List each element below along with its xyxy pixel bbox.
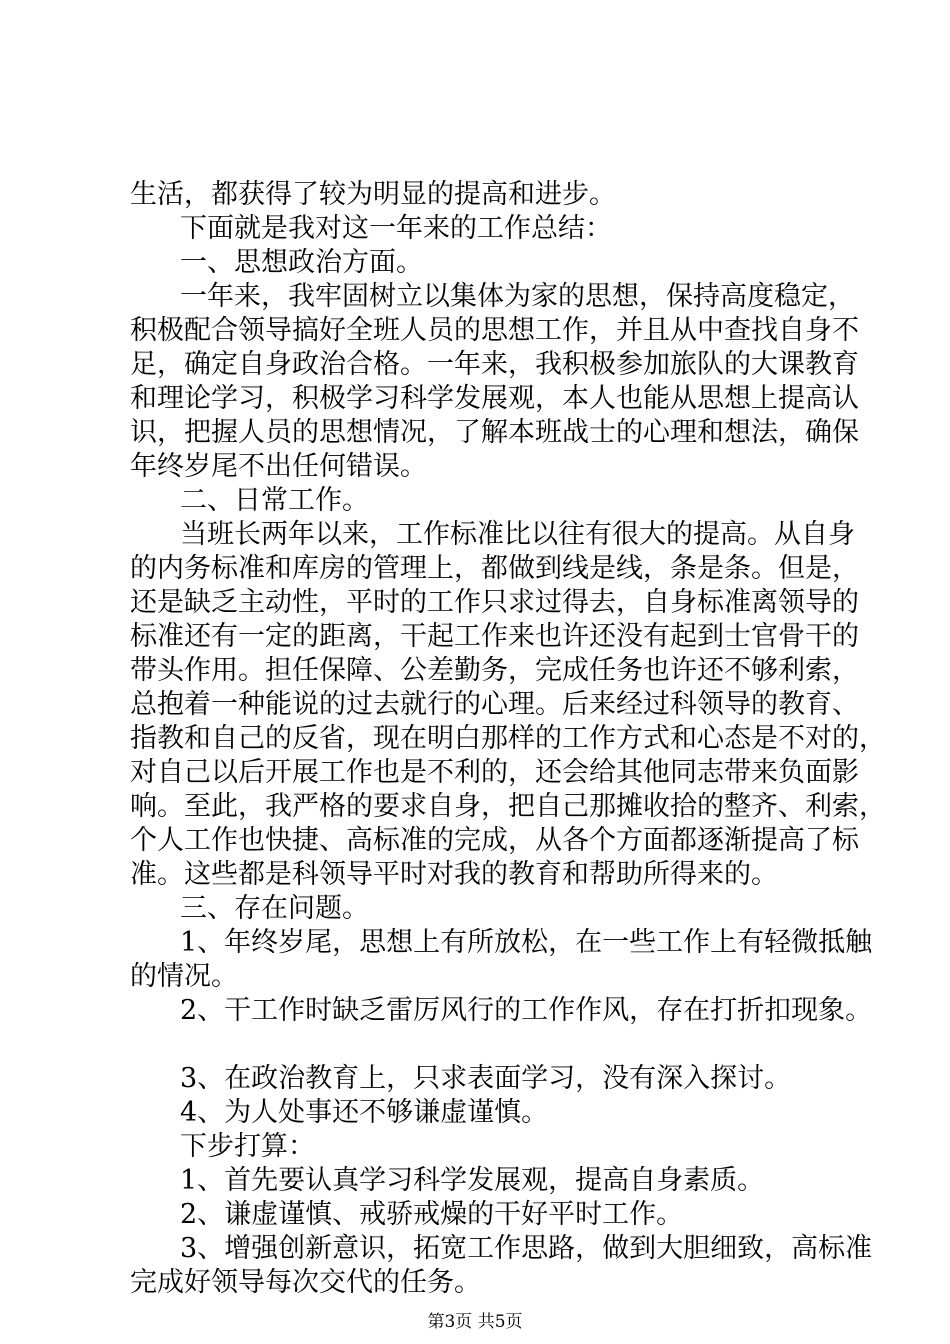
body-line: 带头作用。担任保障、公差勤务，完成任务也许还不够利索， (130, 655, 859, 686)
body-line: 生活，都获得了较为明显的提高和进步。 (130, 179, 616, 210)
list-item-continuation: 完成好领导每次交代的任务。 (130, 1267, 481, 1298)
list-item: 1、首先要认真学习科学发展观，提高自身素质。 (180, 1165, 765, 1196)
body-line: 对自己以后开展工作也是不利的，还会给其他同志带来负面影 (130, 757, 859, 788)
body-line: 指教和自己的反省，现在明白那样的工作方式和心态是不对的， (130, 723, 886, 754)
list-item: 2、干工作时缺乏雷厉风行的工作作风，存在打折扣现象。 (180, 995, 873, 1026)
body-line: 的内务标准和库房的管理上，都做到线是线，条是条。但是， (130, 553, 859, 584)
list-item-continuation: 的情况。 (130, 961, 238, 992)
body-line: 和理论学习，积极学习科学发展观，本人也能从思想上提高认 (130, 383, 859, 414)
body-line: 积极配合领导搞好全班人员的思想工作，并且从中查找自身不 (130, 315, 859, 346)
body-line: 还是缺乏主动性，平时的工作只求过得去，自身标准离领导的 (130, 587, 859, 618)
list-item: 3、增强创新意识，拓宽工作思路，做到大胆细致，高标准 (180, 1233, 873, 1264)
body-line: 响。至此，我严格的要求自身，把自己那摊收拾的整齐、利索， (130, 791, 886, 822)
section-heading: 一、思想政治方面。 (180, 247, 423, 278)
body-line: 足，确定自身政治合格。一年来，我积极参加旅队的大课教育 (130, 349, 859, 380)
body-line: 总抱着一种能说的过去就行的心理。后来经过科领导的教育、 (130, 689, 859, 720)
body-line: 一年来，我牢固树立以集体为家的思想，保持高度稳定， (180, 281, 855, 312)
body-line: 识，把握人员的思想情况，了解本班战士的心理和想法，确保 (130, 417, 859, 448)
section-heading: 下步打算： (180, 1131, 315, 1162)
body-line: 下面就是我对这一年来的工作总结： (180, 213, 612, 244)
section-heading: 二、日常工作。 (180, 485, 369, 516)
list-item: 4、为人处事还不够谦虚谨慎。 (180, 1097, 549, 1128)
list-item: 3、在政治教育上，只求表面学习，没有深入探讨。 (180, 1063, 792, 1094)
body-line: 准。这些都是科领导平时对我的教育和帮助所得来的。 (130, 859, 778, 890)
body-line: 当班长两年以来，工作标准比以往有很大的提高。从自身 (180, 519, 855, 550)
body-line: 个人工作也快捷、高标准的完成，从各个方面都逐渐提高了标 (130, 825, 859, 856)
section-heading: 三、存在问题。 (180, 893, 369, 924)
list-item: 1、年终岁尾，思想上有所放松，在一些工作上有轻微抵触 (180, 927, 873, 958)
list-item: 2、谦虚谨慎、戒骄戒燥的干好平时工作。 (180, 1199, 684, 1230)
body-line: 标准还有一定的距离，干起工作来也许还没有起到士官骨干的 (130, 621, 859, 652)
page-number-footer: 第3页 共5页 (427, 1312, 523, 1332)
body-line: 年终岁尾不出任何错误。 (130, 451, 427, 482)
